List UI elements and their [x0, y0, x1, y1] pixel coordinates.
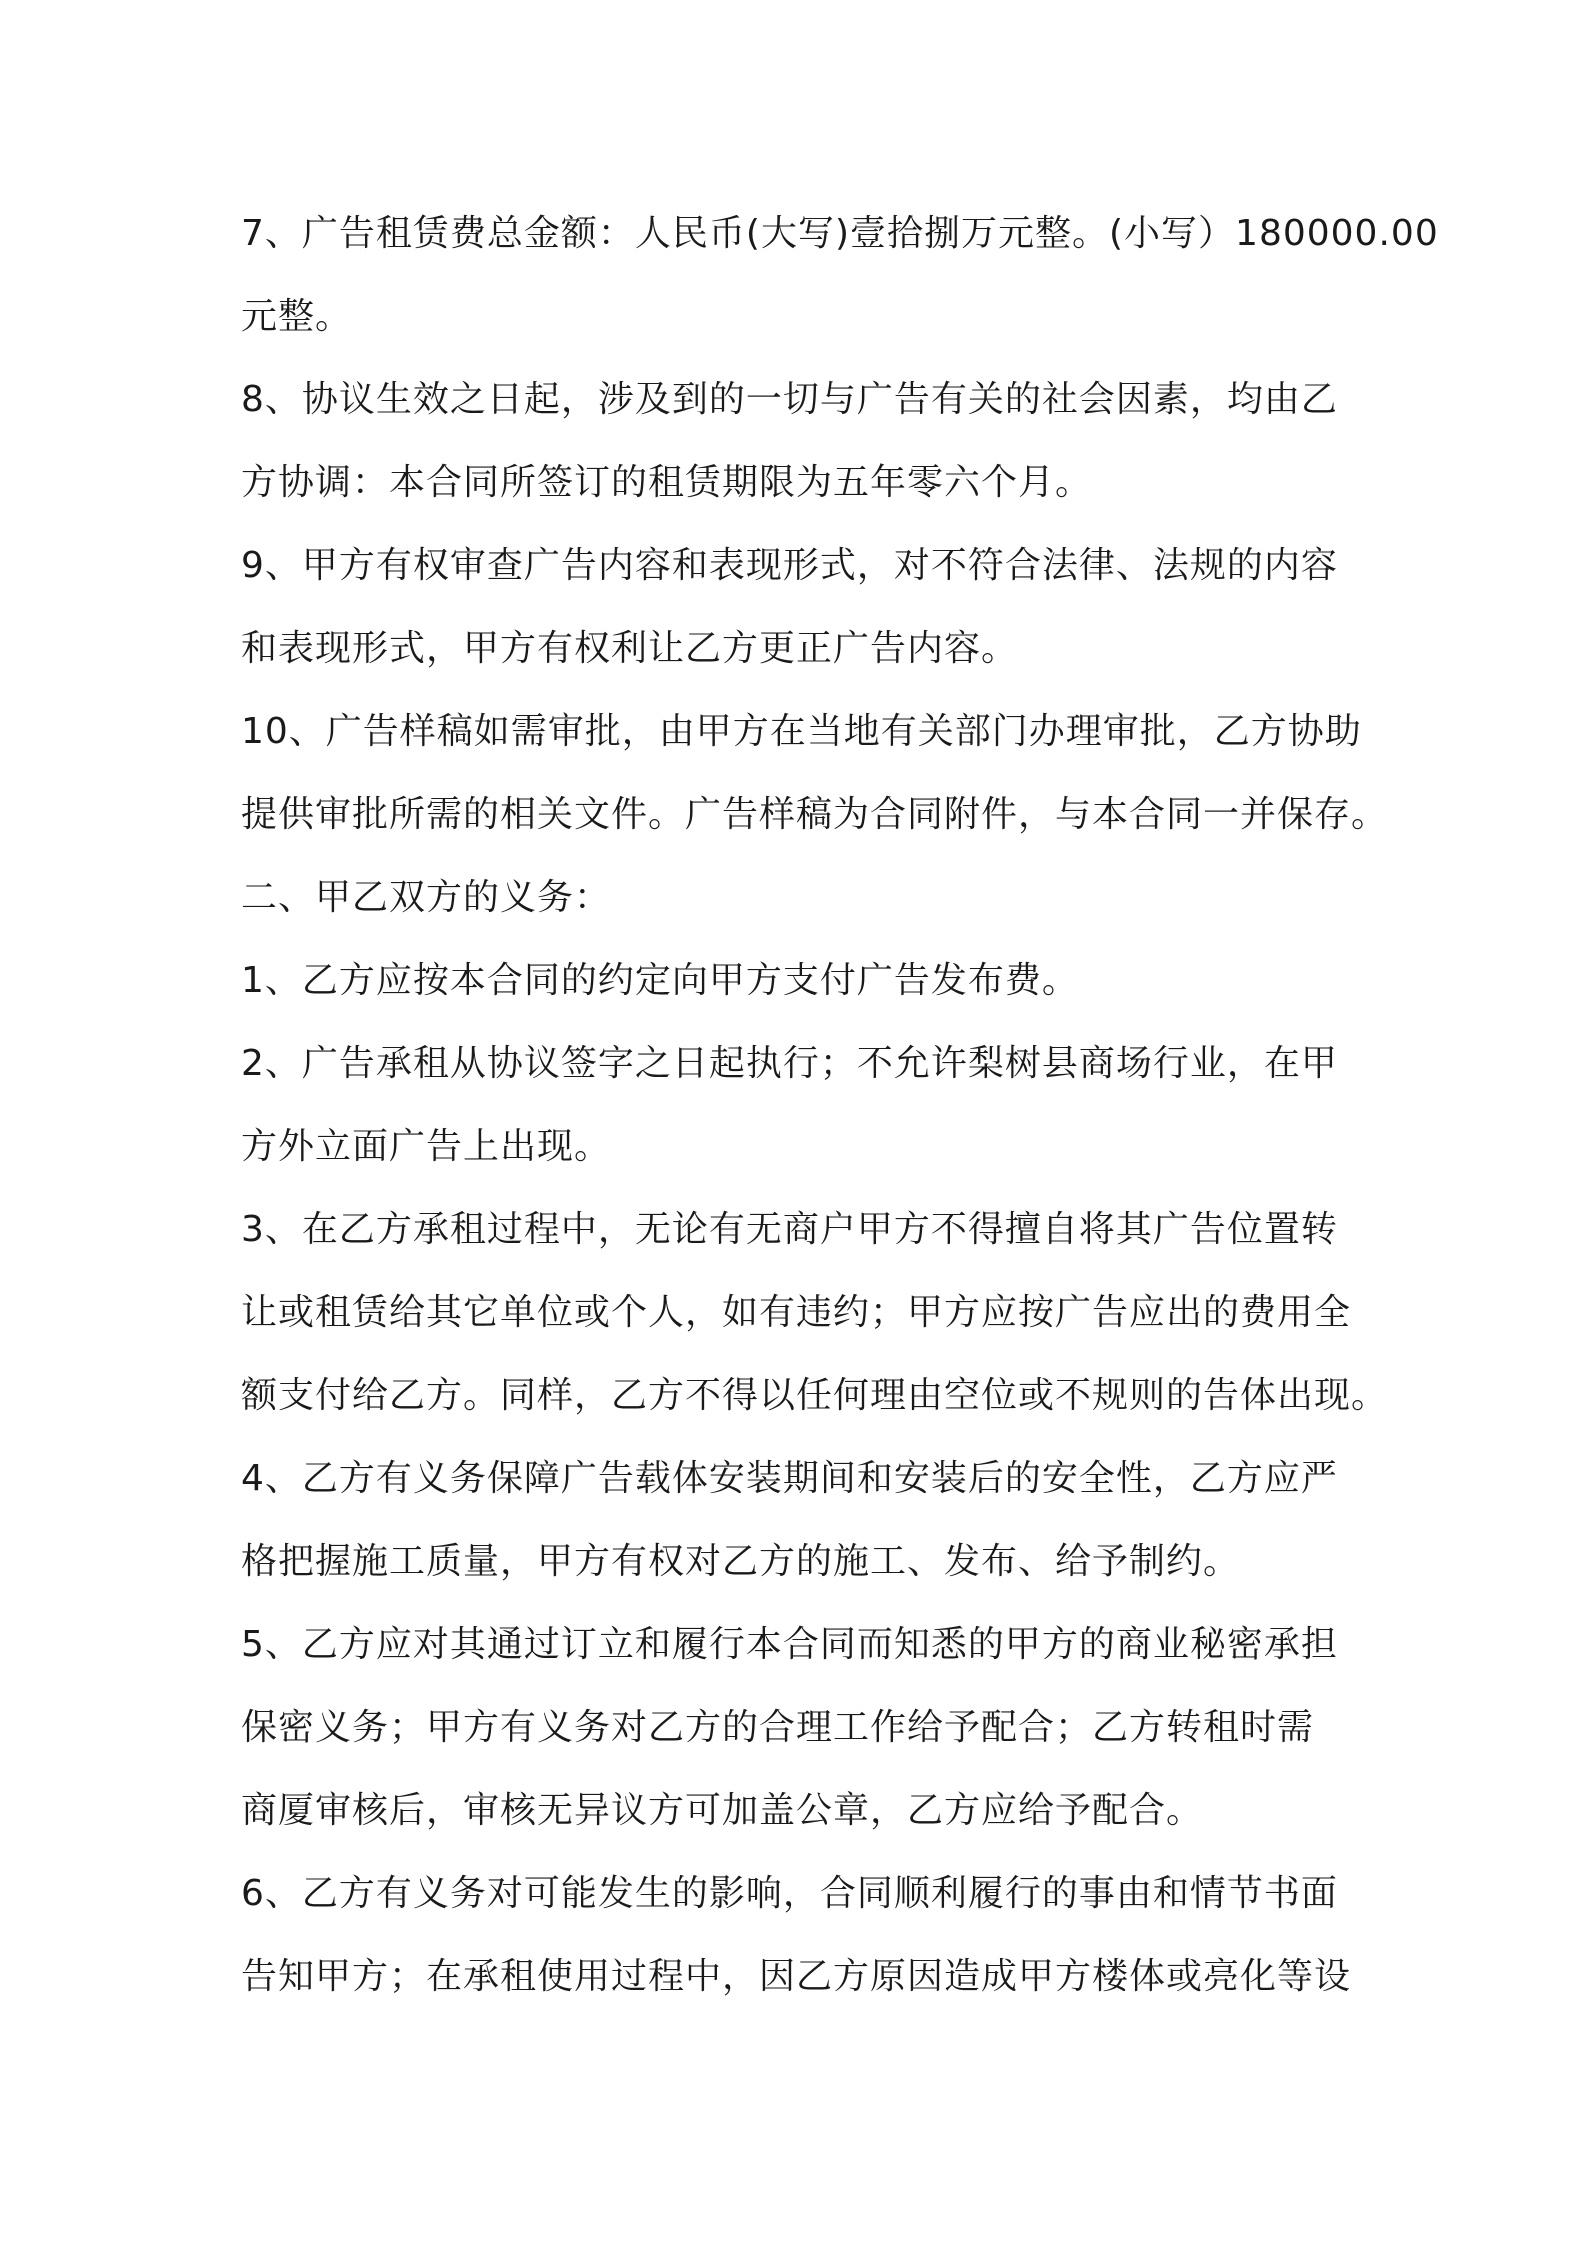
- text-line: 告知甲方；在承租使用过程中，因乙方原因造成甲方楼体或亮化等设: [241, 1956, 1352, 1997]
- obligation-2: [241, 1022, 1361, 1188]
- obligation-4: [241, 1437, 1361, 1603]
- section-heading-obligations: [241, 856, 1361, 939]
- text-line: 5、乙方应对其通过订立和履行本合同而知悉的甲方的商业秘密承担: [241, 1624, 1338, 1665]
- text-line: 方协调：本合同所签订的租赁期限为五年零六个月。: [241, 462, 1093, 503]
- clause-7: [241, 192, 1439, 358]
- document-body: [241, 192, 1439, 2018]
- text-line: 9、甲方有权审查广告内容和表现形式，对不符合法律、法规的内容: [241, 545, 1338, 586]
- text-line: 1、乙方应按本合同的约定向甲方支付广告发布费。: [241, 960, 1079, 1001]
- text-line: 和表现形式，甲方有权利让乙方更正广告内容。: [241, 628, 1019, 669]
- obligation-6: [241, 1852, 1361, 2018]
- text-line: 额支付给乙方。同样，乙方不得以任何理由空位或不规则的告体出现。: [241, 1375, 1389, 1416]
- text-line: 3、在乙方承租过程中，无论有无商户甲方不得擅自将其广告位置转: [241, 1209, 1338, 1250]
- text-line: 提供审批所需的相关文件。广告样稿为合同附件，与本合同一并保存。: [241, 794, 1389, 835]
- text-line: 方外立面广告上出现。: [241, 1126, 612, 1167]
- text-line: 让或租赁给其它单位或个人，如有违约；甲方应按广告应出的费用全: [241, 1292, 1352, 1333]
- clause-8: [241, 358, 1361, 524]
- obligation-1: [241, 939, 1361, 1022]
- clause-10: [241, 690, 1389, 856]
- text-line: 2、广告承租从协议签字之日起执行；不允许梨树县商场行业，在甲: [241, 1043, 1338, 1084]
- text-line: 元整。: [241, 296, 353, 337]
- text-line: 6、乙方有义务对可能发生的影响，合同顺利履行的事由和情节书面: [241, 1873, 1338, 1914]
- text-line: 8、协议生效之日起，涉及到的一切与广告有关的社会因素，均由乙: [241, 379, 1338, 420]
- text-line: 4、乙方有义务保障广告载体安装期间和安装后的安全性，乙方应严: [241, 1458, 1338, 1499]
- text-line: 二、甲乙双方的义务：: [241, 877, 612, 918]
- obligation-5: [241, 1603, 1361, 1852]
- text-line: 商厦审核后，审核无异议方可加盖公章，乙方应给予配合。: [241, 1790, 1204, 1831]
- text-line: 格把握施工质量，甲方有权对乙方的施工、发布、给予制约。: [241, 1541, 1241, 1582]
- text-line: 10、广告样稿如需审批，由甲方在当地有关部门办理审批，乙方协助: [241, 711, 1362, 752]
- obligation-3: [241, 1188, 1389, 1437]
- clause-9: [241, 524, 1361, 690]
- text-line: 7、广告租赁费总金额：人民币(大写)壹拾捌万元整。(小写）180000.00: [241, 213, 1439, 254]
- text-line: 保密义务；甲方有义务对乙方的合理工作给予配合；乙方转租时需: [241, 1707, 1315, 1748]
